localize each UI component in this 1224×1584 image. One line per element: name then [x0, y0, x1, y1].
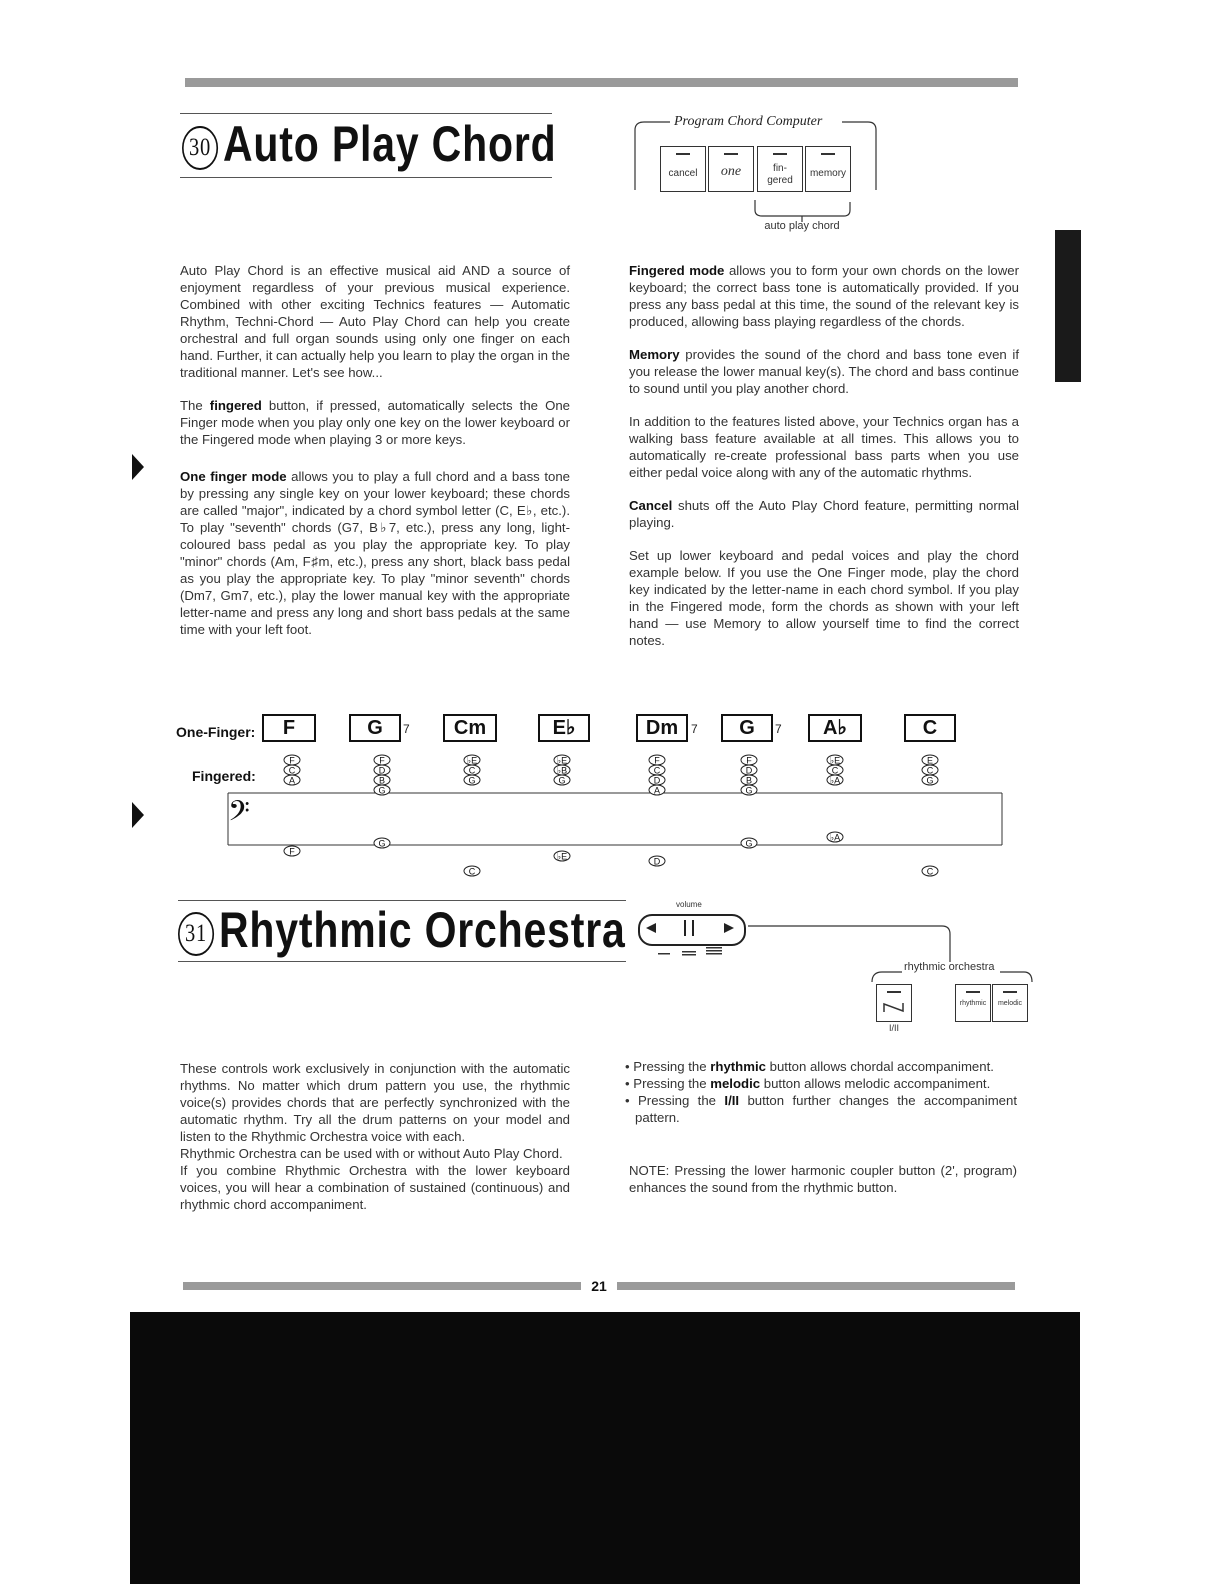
i-ii-button-label: I/II [888, 1023, 899, 1033]
section-31-rule-top [178, 900, 626, 901]
memory-button-label: memory [809, 168, 847, 179]
chord-6-bass-note [741, 838, 757, 849]
chord-4-note-1 [554, 755, 570, 766]
volume-control[interactable] [638, 914, 746, 946]
chord-3-bass-note [464, 866, 480, 877]
note-paragraph: NOTE: Pressing the lower harmonic coupler button (2', program) enhances the sound from the rhythmic button. [629, 1163, 1017, 1195]
intro-paragraph: Auto Play Chord is an effective musical aid AND a source of enjoyment regardless of your previous musical experience. Combined with other exciting Technics features — Automatic Rhythm, Techni-Chord — Auto Play Chord can help you create orchestral and full organ sounds using only one finger on each hand. Further, it can actually help you learn to play the organ in the traditional manner. Let's see how... [180, 263, 571, 380]
bottom-rule-left [183, 1282, 581, 1290]
rhythmic-button-list [625, 1058, 1017, 1126]
fingered-button-paragraph: The fingered button, if pressed, automatically selects the One Finger mode when you play only one key on the lower keyboard or the Fingered mode when playing 3 or more keys. [180, 398, 571, 447]
section-31-number: 31 [178, 912, 214, 956]
svg-text:A: A [288, 775, 296, 786]
svg-text:♭E: ♭E [556, 755, 568, 766]
svg-text:G: G [558, 775, 566, 786]
section-30-left-column [180, 262, 570, 654]
chord-6-note-4 [741, 785, 757, 796]
memory-button[interactable] [805, 146, 851, 192]
rhythmic-intro-paragraph: These controls work exclusively in conjunction with the automatic rhythms. No matter which drum pattern you use, the rhythmic voice(s) provides chords that are perfectly synchronized with the automatic rhythm. Try all the drum patterns on your model and listen to the Rhythmic Orchestra voice with each. [180, 1061, 570, 1144]
chord-7-note-2 [827, 765, 843, 776]
svg-text:D: D [378, 765, 386, 776]
chord-2-note-4 [374, 785, 390, 796]
chord-4-bass-note [554, 851, 570, 862]
volume-level-icon [654, 944, 734, 958]
program-chord-computer-diagram [630, 110, 880, 240]
chord-5-note-2 [649, 765, 665, 776]
diagram-title: Program Chord Computer [674, 114, 823, 129]
rhythmic-button-label: rhythmic [959, 1000, 987, 1007]
chord-7-note-1 [827, 755, 843, 766]
chord-symbol-5: Dm [636, 714, 688, 742]
volume-arrows-icon [638, 914, 742, 942]
chord-4-note-2 [554, 765, 570, 776]
chord-1-note-1 [284, 755, 300, 766]
melodic-button-label: melodic [997, 1000, 1023, 1007]
chord-7-note-3 [827, 775, 843, 786]
svg-text:F: F [654, 755, 660, 766]
svg-text:♭E: ♭E [556, 851, 568, 862]
section-31-title-text: Rhythmic Orchestra [219, 902, 626, 958]
svg-text:♭A: ♭A [829, 775, 841, 786]
svg-text:G: G [378, 785, 386, 796]
svg-text:F: F [379, 755, 385, 766]
chord-6-note-2 [741, 765, 757, 776]
section-30-title-text: Auto Play Chord [223, 116, 557, 172]
chord-symbol-6: G [721, 714, 773, 742]
chord-symbol-6-sup: 7 [775, 722, 782, 736]
svg-text:A: A [653, 785, 661, 796]
chord-symbol-3: Cm [443, 714, 497, 742]
melodic-button[interactable] [992, 984, 1028, 1022]
chord-symbol-8: C [904, 714, 956, 742]
section-31-rule-bottom [178, 961, 626, 962]
rhythmic-lower-keyboard-paragraph: If you combine Rhythmic Orchestra with the lower keyboard voices, you will hear a combination of sustained (continuous) and rhythmic chord accompaniment. [180, 1163, 570, 1212]
bass-staff [220, 748, 1010, 884]
svg-text:D: D [653, 856, 661, 867]
svg-text:C: C [831, 765, 839, 776]
svg-text:B: B [745, 775, 753, 786]
chord-8-note-2 [922, 765, 938, 776]
svg-text:C: C [653, 765, 661, 776]
chord-symbol-1: F [262, 714, 316, 742]
chord-symbol-7: A♭ [808, 714, 862, 742]
section-30-rule-bottom [180, 177, 552, 178]
side-tab [1055, 230, 1081, 382]
fingered-button[interactable] [757, 146, 803, 192]
fingered-mode-paragraph: Fingered mode allows you to form your own chords on the lower keyboard; the correct bass tone is automatically provided. If you press any bass pedal at this time, the sound of the relevant key is produced, allowing bass playing regardless of the chords. [629, 263, 1019, 329]
one-finger-label: One-Finger: [176, 724, 256, 740]
chord-5-bass-note [649, 856, 665, 867]
bullet-rhythmic: • Pressing the rhythmic button allows chordal accompaniment. [625, 1059, 994, 1074]
svg-text:G: G [745, 785, 753, 796]
chord-3-note-1 [464, 755, 480, 766]
svg-text:E: E [926, 755, 934, 766]
bullet-melodic: • Pressing the melodic button allows melodic accompaniment. [625, 1076, 991, 1091]
chord-symbol-2: G [349, 714, 401, 742]
fingered-label: Fingered: [192, 768, 256, 784]
bottom-rule-right [617, 1282, 1015, 1290]
walking-bass-paragraph: In addition to the features listed above, your Technics organ has a walking bass feature available at all times. This allows you to automatically re-create professional bass parts when you use either pedal voice along with any of the automatic rhythms. [629, 414, 1019, 480]
chord-5-note-1 [649, 755, 665, 766]
cancel-button-label: cancel [668, 168, 698, 179]
svg-text:B: B [378, 775, 386, 786]
one-button[interactable] [708, 146, 754, 192]
chord-5-note-4 [649, 785, 665, 796]
bullet-i-ii: • Pressing the I/II button further changes the accompaniment pattern. [625, 1093, 1018, 1125]
chord-1-note-2 [284, 765, 300, 776]
section-31-right-column [625, 1058, 1017, 1196]
chord-8-note-1 [922, 755, 938, 766]
svg-text:C: C [468, 765, 476, 776]
chord-8-note-3 [922, 775, 938, 786]
chord-6-note-1 [741, 755, 757, 766]
svg-text:C: C [468, 866, 476, 877]
svg-text:C: C [926, 765, 934, 776]
fingered-button-label: fin-gered [767, 163, 793, 186]
rhythmic-button[interactable] [955, 984, 991, 1022]
i-ii-button[interactable] [876, 984, 912, 1033]
memory-paragraph: Memory provides the sound of the chord and bass tone even if you release the lower manual key(s). The chord and bass continue to sound until you play another chord. [629, 347, 1019, 396]
volume-label: volume [676, 900, 702, 909]
chord-1-note-3 [284, 775, 300, 786]
setup-paragraph: Set up lower keyboard and pedal voices and play the chord example below. If you use the One Finger mode, play the chord key indicated by the letter-name in each chord symbol. If you play in the Fingered mode, form the chords as shown with your left hand — use Memory to allow yourself time to find the correct notes. [629, 548, 1019, 648]
chord-symbol-4: E♭ [538, 714, 590, 742]
svg-text:♭E: ♭E [829, 755, 841, 766]
cancel-button[interactable] [660, 146, 706, 192]
section-30-title [182, 114, 556, 174]
svg-text:F: F [289, 755, 295, 766]
bass-clef-icon: 𝄢 [228, 795, 250, 835]
margin-marker-2 [130, 800, 146, 830]
svg-text:F: F [289, 846, 295, 857]
margin-marker-1 [130, 452, 146, 482]
cancel-paragraph: Cancel shuts off the Auto Play Chord feature, permitting normal playing. [629, 498, 1019, 530]
section-31-title [178, 900, 626, 960]
page-number: 21 [591, 1278, 607, 1294]
chord-2-bass-note [374, 838, 390, 849]
auto-play-chord-caption: auto play chord [764, 220, 840, 232]
chord-3-note-2 [464, 765, 480, 776]
svg-text:♭E: ♭E [466, 755, 478, 766]
svg-text:C: C [288, 765, 296, 776]
rhythmic-auto-play-paragraph: Rhythmic Orchestra can be used with or without Auto Play Chord. [180, 1146, 563, 1161]
chord-6-note-3 [741, 775, 757, 786]
volume-connector [746, 920, 956, 965]
svg-text:G: G [378, 838, 386, 849]
section-31-left-column [180, 1060, 570, 1213]
svg-text:♭B: ♭B [556, 765, 568, 776]
chord-2-note-3 [374, 775, 390, 786]
chord-symbol-5-sup: 7 [691, 722, 698, 736]
chord-4-note-3 [554, 775, 570, 786]
chord-8-bass-note [922, 866, 938, 877]
chord-3-note-3 [464, 775, 480, 786]
svg-text:G: G [745, 838, 753, 849]
svg-text:C: C [926, 866, 934, 877]
one-button-label: one [720, 164, 742, 179]
svg-text:G: G [926, 775, 934, 786]
chord-symbol-2-sup: 7 [403, 722, 410, 736]
svg-text:D: D [745, 765, 753, 776]
svg-text:F: F [746, 755, 752, 766]
rhythmic-orchestra-label: rhythmic orchestra [904, 961, 995, 973]
chord-2-note-2 [374, 765, 390, 776]
svg-text:G: G [468, 775, 476, 786]
chord-1-bass-note [284, 846, 300, 857]
svg-text:♭A: ♭A [829, 832, 841, 843]
svg-text:D: D [653, 775, 661, 786]
i-ii-toggle-icon [881, 999, 907, 1015]
one-finger-mode-paragraph: One finger mode allows you to play a full chord and a bass tone by pressing any single key on your lower keyboard; these chords are called "major", indicated by a chord symbol letter (C, E♭, etc.). To play "seventh" chords (G7, B♭7, etc.), press any long, light-coloured bass pedal as you play the appropriate key. To play "minor" chords (Am, F♯m, etc.), press any short, black bass pedal as you play the appropriate key. To play "minor seventh" chords (Dm7, Gm7, etc.), play the lower manual key with the appropriate letter-name and press any long and short bass pedals at the same time with your left foot. [180, 469, 570, 637]
chord-7-bass-note [827, 832, 843, 843]
scan-background [130, 1312, 1080, 1584]
section-30-right-column [629, 262, 1019, 665]
chord-2-note-1 [374, 755, 390, 766]
top-rule [185, 78, 1018, 87]
chord-5-note-3 [649, 775, 665, 786]
section-30-number: 30 [182, 126, 218, 170]
